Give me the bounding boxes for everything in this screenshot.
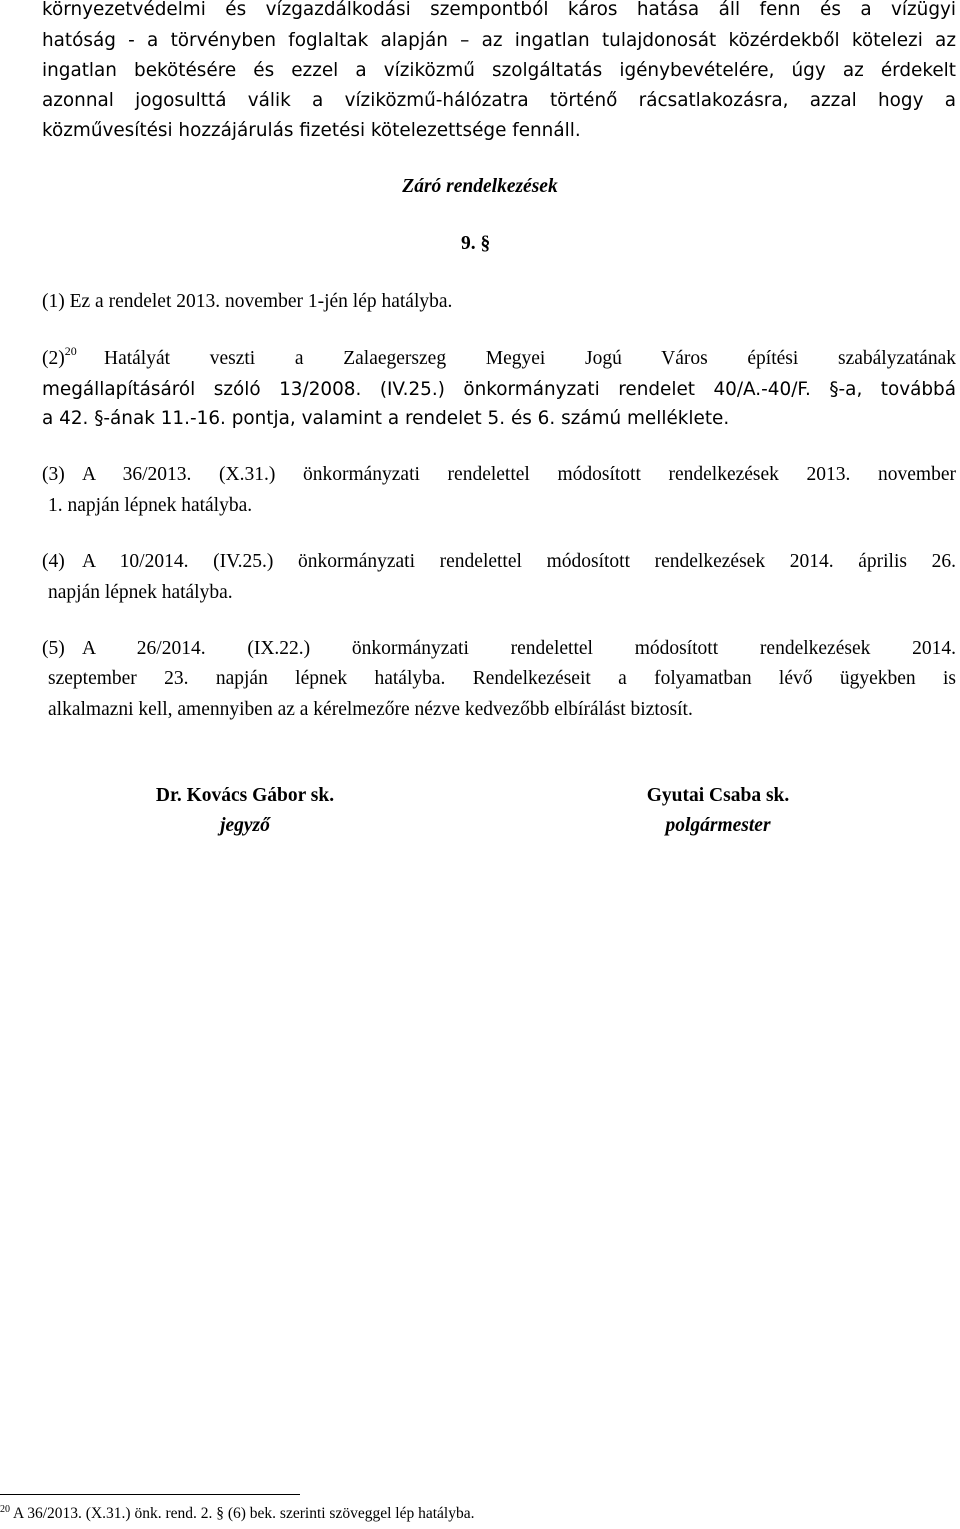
intro-line-4: azonnal jogosulttá válik a víziközmű-hálózatra történő rácsatlakozásra, azzal hogy a [42,90,956,111]
paragraph-3-line-2: 1. napján lépnek hatályba. [48,495,253,516]
paragraph-2-line-2: megállapításáról szóló 13/2008. (IV.25.) önkormányzati rendelet 40/A.-40/F. §-a, továbbá [42,379,956,400]
section-title: Záró rendelkezések [402,176,558,197]
paragraph-4-label: (4) [42,551,65,572]
paragraph-3-line-1: A 36/2013. (X.31.) önkormányzati rendelettel módosított rendelkezések 2013. november [82,464,956,485]
paragraph-3-label: (3) [42,464,65,485]
footnote-separator [0,1494,300,1495]
paragraph-5-label: (5) [42,638,65,659]
paragraph-2-number: (2) [42,348,65,369]
paragraph-1: (1) Ez a rendelet 2013. november 1-jén lép hatályba. [42,291,453,312]
intro-line-2: hatóság - a törvényben foglaltak alapján – az ingatlan tulajdonosát közérdekből kötelezi az [42,30,956,51]
paragraph-2-line-3: a 42. §-ának 11.-16. pontja, valamint a rendelet 5. és 6. számú melléklete. [42,408,730,429]
paragraph-4-line-1: A 10/2014. (IV.25.) önkormányzati rendelettel módosított rendelkezések 2014. április 26. [82,551,956,572]
paragraph-2-line-1: Hatályát veszti a Zalaegerszeg Megyei Jogú Város építési szabályzatának [104,348,956,369]
signature-left-title: jegyző [220,815,270,836]
intro-line-1: környezetvédelmi és vízgazdálkodási szempontból káros hatása áll fenn és a vízügyi [42,0,956,20]
signature-right-name: Gyutai Csaba sk. [646,785,790,806]
section-number: 9. § [461,233,491,254]
signature-right-title: polgármester [665,815,771,836]
footnote-text: A 36/2013. (X.31.) önk. rend. 2. § (6) bek. szerinti szöveggel lép hatályba. [13,1505,475,1522]
footnote-ref[interactable]: 20 [64,344,77,358]
paragraph-5-line-2: szeptember 23. napján lépnek hatályba. Rendelkezéseit a folyamatban lévő ügyekben is [48,668,956,689]
footnote-number: 20 [0,1504,10,1515]
footnote [0,1503,474,1527]
intro-line-3: ingatlan bekötésére és ezzel a víziközmű szolgáltatás igénybevételére, úgy az érdekelt [42,60,956,81]
paragraph-2-label [42,346,77,373]
intro-line-5: közművesítési hozzájárulás fizetési kötelezettsége fennáll. [42,120,581,141]
paragraph-5-line-3: alkalmazni kell, amennyiben az a kérelmezőre nézve kedvezőbb elbírálást biztosít. [48,699,693,720]
paragraph-4-line-2: napján lépnek hatályba. [48,582,233,603]
paragraph-5-line-1: A 26/2014. (IX.22.) önkormányzati rendelettel módosított rendelkezések 2014. [82,638,956,659]
signature-left-name: Dr. Kovács Gábor sk. [155,785,335,806]
